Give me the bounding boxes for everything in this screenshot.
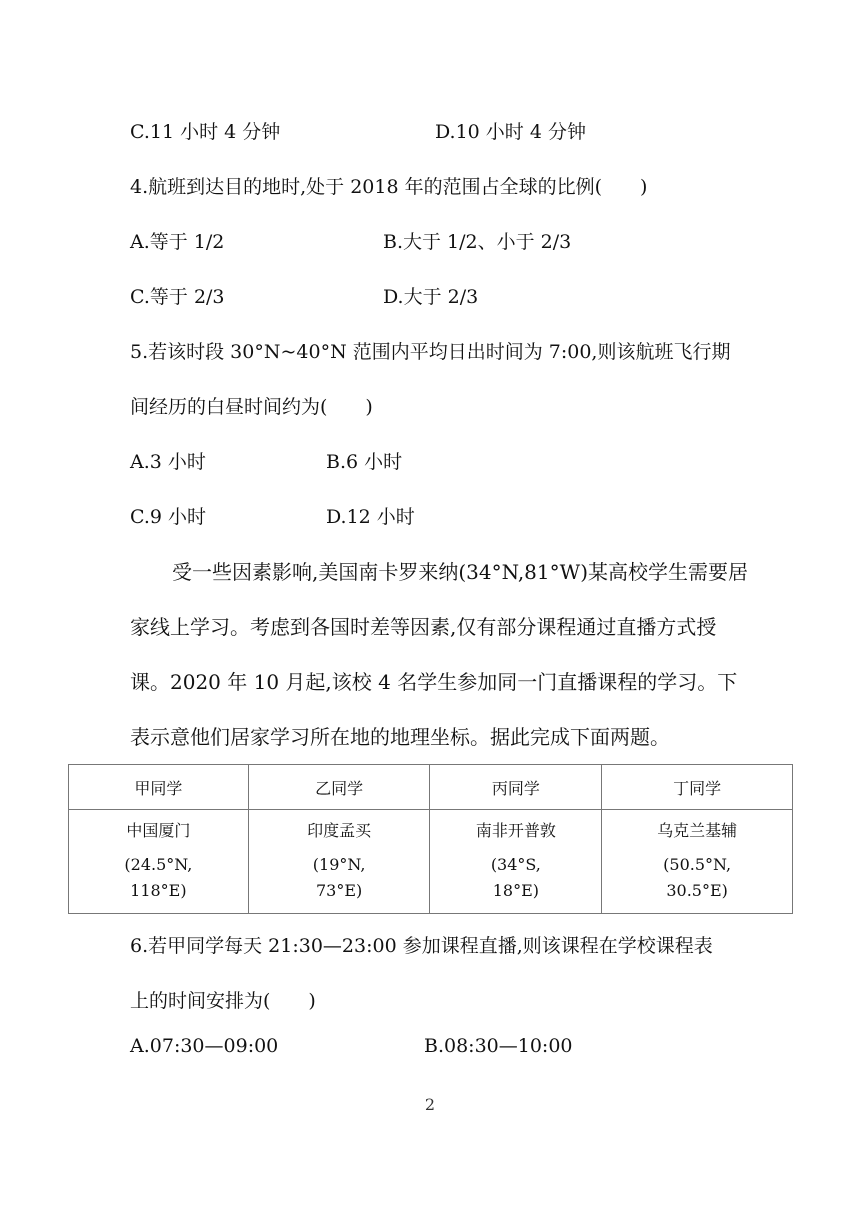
table-header-cell: 乙同学 xyxy=(248,765,430,810)
passage-line3: 课。2020 年 10 月起,该校 4 名学生参加同一门直播课程的学习。下 xyxy=(130,670,738,694)
table-row xyxy=(69,810,793,914)
place-name: 印度孟买 xyxy=(307,821,372,840)
q5-option-a: A.3 小时 xyxy=(130,451,206,473)
student-location-table xyxy=(68,764,793,914)
passage-line4: 表示意他们居家学习所在地的地理坐标。据此完成下面两题。 xyxy=(130,725,670,749)
q5-option-d: D.12 小时 xyxy=(326,506,415,528)
q4-option-a: A.等于 1/2 xyxy=(130,231,225,253)
coordinate-lat: (34°S, xyxy=(490,855,541,874)
q5-stem-line2: 间经历的白昼时间约为( ) xyxy=(130,396,373,418)
table-header-row xyxy=(69,765,793,810)
q3-option-d: D.10 小时 4 分钟 xyxy=(435,121,586,143)
page-number: 2 xyxy=(424,1095,436,1114)
coordinate-lat: (50.5°N, xyxy=(663,855,732,874)
q4-option-d: D.大于 2/3 xyxy=(383,286,479,308)
coordinate-lon: 18°E) xyxy=(492,881,539,900)
passage-line2: 家线上学习。考虑到各国时差等因素,仅有部分课程通过直播方式授 xyxy=(130,615,717,639)
coordinate-lon: 30.5°E) xyxy=(666,881,728,900)
table-cell xyxy=(69,810,249,914)
q6-stem-line1: 6.若甲同学每天 21:30—23:00 参加课程直播,则该课程在学校课程表 xyxy=(130,935,713,957)
coordinate-lat: (24.5°N, xyxy=(124,855,193,874)
table-header-cell: 丁同学 xyxy=(602,765,793,810)
place-name: 乌克兰基辅 xyxy=(657,821,738,840)
table-cell xyxy=(248,810,430,914)
q4-option-c: C.等于 2/3 xyxy=(130,286,225,308)
table-cell xyxy=(430,810,602,914)
q5-stem-line1: 5.若该时段 30°N~40°N 范围内平均日出时间为 7:00,则该航班飞行期 xyxy=(130,341,731,363)
q4-option-b: B.大于 1/2、小于 2/3 xyxy=(383,231,572,253)
table-header-cell: 甲同学 xyxy=(69,765,249,810)
q6-stem-line2: 上的时间安排为( ) xyxy=(130,990,316,1012)
q5-option-c: C.9 小时 xyxy=(130,506,207,528)
passage-line1: 受一些因素影响,美国南卡罗来纳(34°N,81°W)某高校学生需要居 xyxy=(172,560,748,584)
q4-stem: 4.航班到达目的地时,处于 2018 年的范围占全球的比例( ) xyxy=(130,176,648,198)
place-name: 南非开普敦 xyxy=(475,821,556,840)
q6-option-a: A.07:30—09:00 xyxy=(130,1035,279,1057)
place-name: 中国厦门 xyxy=(126,821,191,840)
coordinate-lat: (19°N, xyxy=(312,855,366,874)
coordinate-lon: 118°E) xyxy=(130,881,187,900)
q5-option-b: B.6 小时 xyxy=(326,451,403,473)
q3-option-c: C.11 小时 4 分钟 xyxy=(130,121,281,143)
table-header-cell: 丙同学 xyxy=(430,765,602,810)
table-cell xyxy=(602,810,793,914)
coordinate-lon: 73°E) xyxy=(315,881,363,900)
q6-option-b: B.08:30—10:00 xyxy=(424,1035,573,1057)
